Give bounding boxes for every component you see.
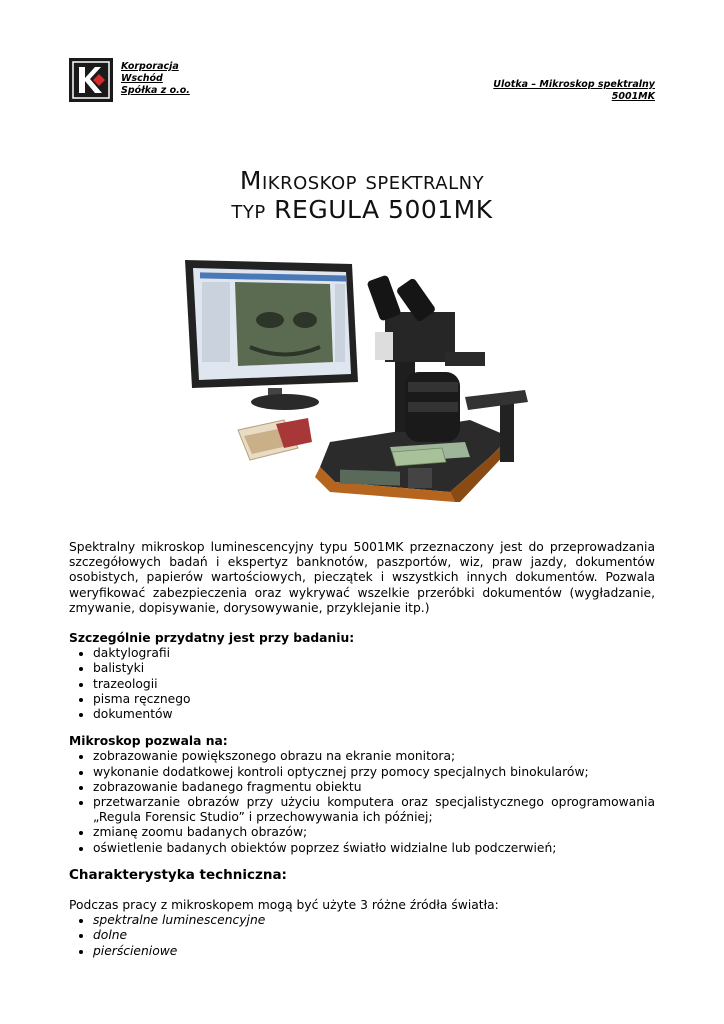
document-type: Ulotka – Mikroskop spektralny	[493, 79, 655, 90]
list-item: • daktylografii	[93, 646, 655, 661]
company-name	[121, 61, 190, 97]
list-item: • dolne	[93, 928, 655, 943]
intro-paragraph: Spektralny mikroskop luminescencyjny typu 5001MK przeznaczony jest do przeprowadzania szczegółowych badań i ekspertyz banknotów, paszportów, wiz, praw jazdy, dokumentów osobistych, papierów wartościowych, pieczątek i wszystkich innych dokumentów. Pozwala weryfikować zabezpieczenia oraz wykrywać wszelkie przeróbki dokumentów (wygładzanie, zmywanie, dopisywanie, dorysowywanie, przyklejanie itp.)	[69, 540, 655, 615]
list-item: • zobrazowanie powiększonego obrazu na ekranie monitora;	[93, 749, 655, 764]
document-header	[493, 79, 655, 103]
list-item: • pisma ręcznego	[93, 692, 655, 707]
document-model: 5001MK	[611, 91, 655, 102]
list-item: • przetwarzanie obrazów przy użyciu komputera oraz specjalistycznego oprogramowania „Regula Forensic Studio” i przechowywania ich później;	[93, 795, 655, 825]
list-item: • wykonanie dodatkowej kontroli optycznej przy pomocy specjalnych binokularów;	[93, 765, 655, 780]
list-item: • trazeologii	[93, 677, 655, 692]
section-heading-technical: Charakterystyka techniczna:	[69, 866, 287, 883]
company-line-1: Korporacja	[121, 61, 179, 72]
list-item: • zobrazowanie badanego fragmentu obiektu	[93, 780, 655, 795]
section-heading-capabilities: Mikroskop pozwala na:	[69, 734, 228, 749]
list-item: • oświetlenie badanych obiektów poprzez światło widzialne lub podczerwień;	[93, 841, 655, 856]
passport-illustration	[238, 418, 312, 460]
light-sources-list	[69, 913, 655, 959]
company-line-3: Spółka z o.o.	[121, 85, 190, 96]
monitor-illustration	[185, 260, 358, 410]
section-heading-applications: Szczególnie przydatny jest przy badaniu:	[69, 631, 355, 646]
list-item: • balistyki	[93, 661, 655, 676]
company-line-2: Wschód	[121, 73, 163, 84]
list-item: • pierścieniowe	[93, 944, 655, 959]
list-item: • spektralne luminescencyjne	[93, 913, 655, 928]
list-item: • zmianę zoomu badanych obrazów;	[93, 825, 655, 840]
page-title	[0, 166, 724, 224]
title-line-2: typ REGULA 5001MK	[231, 195, 493, 224]
company-logo	[69, 58, 113, 102]
title-line-1: Mikroskop spektralny	[239, 166, 485, 195]
product-image	[180, 252, 540, 520]
light-sources-intro: Podczas pracy z mikroskopem mogą być użyte 3 różne źródła światła:	[69, 898, 499, 913]
list-item: • dokumentów	[93, 707, 655, 722]
applications-list	[69, 646, 655, 722]
capabilities-list	[69, 749, 655, 855]
document-body	[69, 540, 655, 971]
